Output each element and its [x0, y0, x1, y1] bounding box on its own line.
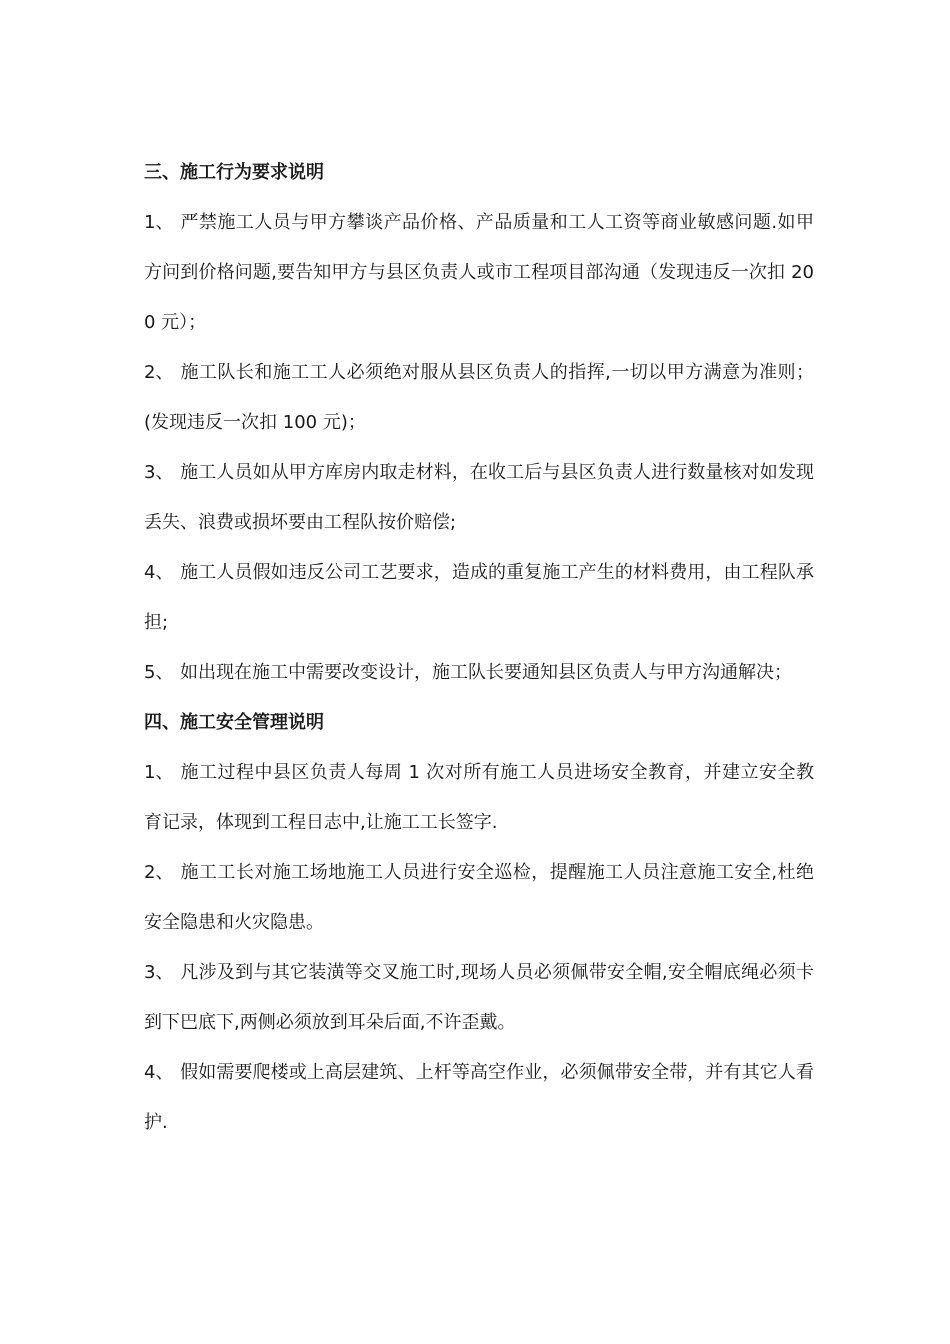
- list-item: [144, 648, 814, 698]
- item-number: 2、: [144, 362, 174, 383]
- item-text: 施工工长对施工场地施工人员进行安全巡检，提醒施工人员注意施工安全,杜绝安全隐患和火灾隐患。: [144, 862, 814, 933]
- item-text: 施工人员假如违反公司工艺要求，造成的重复施工产生的材料费用，由工程队承担;: [144, 562, 814, 633]
- list-item: [144, 1048, 814, 1148]
- item-number: 4、: [144, 562, 174, 583]
- item-text: 施工队长和施工工人必须绝对服从县区负责人的指挥,一切以甲方满意为准则；(发现违反一次扣 100 元)；: [144, 362, 814, 433]
- list-item: [144, 348, 814, 448]
- item-text: 严禁施工人员与甲方攀谈产品价格、产品质量和工人工资等商业敏感问题.如甲方问到价格问题,要告知甲方与县区负责人或市工程项目部沟通（发现违反一次扣 200 元）；: [144, 212, 814, 333]
- item-number: 4、: [144, 1062, 174, 1083]
- list-item: [144, 848, 814, 948]
- item-number: 5、: [144, 662, 174, 683]
- item-text: 如出现在施工中需要改变设计，施工队长要通知县区负责人与甲方沟通解决；: [180, 662, 792, 683]
- item-number: 1、: [144, 212, 174, 233]
- document-page: [144, 148, 814, 1148]
- item-number: 2、: [144, 862, 174, 883]
- section-title: 四、施工安全管理说明: [144, 712, 324, 733]
- list-item: [144, 198, 814, 348]
- section-title: 三、施工行为要求说明: [144, 162, 324, 183]
- item-number: 3、: [144, 462, 174, 483]
- item-number: 3、: [144, 962, 174, 983]
- list-item: [144, 748, 814, 848]
- item-number: 1、: [144, 762, 174, 783]
- list-item: [144, 448, 814, 548]
- item-text: 凡涉及到与其它装潢等交叉施工时,现场人员必须佩带安全帽,安全帽底绳必须卡到下巴底下,两侧必须放到耳朵后面,不许歪戴。: [144, 962, 814, 1033]
- item-text: 假如需要爬楼或上高层建筑、上杆等高空作业，必须佩带安全带，并有其它人看护.: [144, 1062, 814, 1133]
- list-item: [144, 948, 814, 1048]
- item-text: 施工人员如从甲方库房内取走材料，在收工后与县区负责人进行数量核对如发现丢失、浪费或损坏要由工程队按价赔偿;: [144, 462, 814, 533]
- item-text: 施工过程中县区负责人每周 1 次对所有施工人员进场安全教育，并建立安全教育记录，体现到工程日志中,让施工工长签字.: [144, 762, 814, 833]
- list-item: [144, 548, 814, 648]
